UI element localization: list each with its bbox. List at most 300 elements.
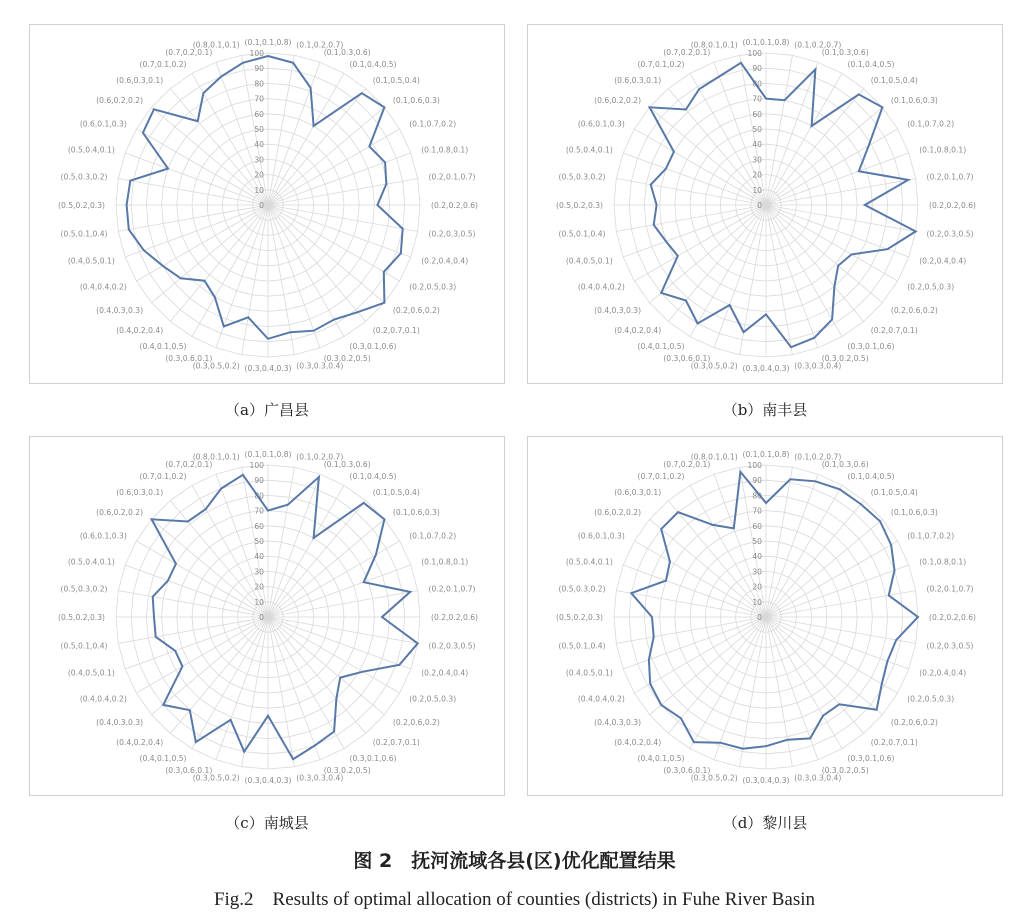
data-point bbox=[834, 286, 836, 288]
category-label: (0.3,0.3,0.4) bbox=[794, 361, 842, 371]
category-label: (0.5,0.2,0.3) bbox=[556, 201, 603, 210]
data-point bbox=[784, 99, 786, 101]
data-point bbox=[648, 659, 650, 661]
data-point bbox=[180, 277, 182, 279]
data-point bbox=[813, 337, 815, 339]
radar-grid bbox=[116, 53, 420, 357]
category-label: (0.5,0.3,0.2) bbox=[60, 172, 108, 182]
data-point bbox=[267, 510, 269, 512]
data-point bbox=[187, 521, 189, 523]
category-label: (0.3,0.5,0.2) bbox=[192, 361, 240, 371]
data-point bbox=[917, 616, 919, 618]
category-label: (0.1,0.5,0.4) bbox=[870, 488, 918, 498]
category-label: (0.2,0.1,0.7) bbox=[926, 584, 974, 594]
data-point bbox=[384, 106, 386, 108]
tick-label: 0 bbox=[259, 201, 264, 210]
category-label: (0.3,0.3,0.4) bbox=[296, 773, 344, 783]
data-point bbox=[314, 745, 316, 747]
category-label: (0.2,0.5,0.3) bbox=[907, 282, 955, 292]
data-point bbox=[384, 162, 386, 164]
tick-label: 90 bbox=[752, 64, 762, 74]
category-label: (0.1,0.7,0.2) bbox=[409, 119, 457, 129]
category-label: (0.5,0.1,0.4) bbox=[558, 229, 606, 239]
data-point bbox=[665, 241, 667, 243]
data-point bbox=[153, 108, 155, 110]
category-label: (0.4,0.3,0.3) bbox=[594, 717, 642, 727]
data-point bbox=[333, 319, 335, 321]
category-label: (0.4,0.1,0.5) bbox=[637, 754, 685, 764]
data-point bbox=[167, 580, 169, 582]
data-point bbox=[385, 183, 387, 185]
data-point bbox=[287, 504, 289, 506]
category-label: (0.2,0.2,0.6) bbox=[929, 613, 976, 622]
data-point bbox=[377, 204, 379, 206]
data-point bbox=[729, 304, 731, 306]
data-point bbox=[174, 650, 176, 652]
category-label: (0.6,0.2,0.2) bbox=[96, 96, 144, 106]
category-label: (0.4,0.4,0.2) bbox=[79, 282, 127, 292]
tick-label: 100 bbox=[747, 461, 762, 470]
category-label: (0.8,0.1,0.1) bbox=[690, 452, 738, 462]
category-label: (0.6,0.3,0.1) bbox=[116, 76, 164, 86]
data-point bbox=[888, 595, 890, 597]
category-label: (0.5,0.1,0.4) bbox=[60, 641, 108, 651]
data-point bbox=[660, 704, 662, 706]
tick-label: 80 bbox=[254, 79, 264, 89]
data-point bbox=[383, 271, 385, 273]
tick-label: 70 bbox=[254, 506, 264, 516]
category-label: (0.1,0.8,0.1) bbox=[421, 557, 469, 567]
radar-chart-b bbox=[528, 25, 1004, 385]
data-point bbox=[649, 683, 651, 685]
tick-label: 50 bbox=[752, 125, 762, 134]
data-point bbox=[698, 88, 700, 90]
category-label: (0.1,0.5,0.4) bbox=[372, 76, 420, 86]
data-point bbox=[656, 204, 658, 206]
category-label: (0.3,0.2,0.5) bbox=[821, 766, 869, 776]
category-label: (0.4,0.4,0.2) bbox=[577, 694, 625, 704]
category-label: (0.1,0.5,0.4) bbox=[372, 488, 420, 498]
category-label: (0.3,0.5,0.2) bbox=[690, 773, 738, 783]
category-label: (0.3,0.1,0.6) bbox=[847, 754, 895, 764]
category-label: (0.3,0.3,0.4) bbox=[794, 773, 842, 783]
data-point bbox=[789, 478, 791, 480]
data-point bbox=[151, 518, 153, 520]
category-label: (0.6,0.1,0.3) bbox=[79, 119, 127, 129]
category-label: (0.7,0.1,0.2) bbox=[139, 471, 187, 481]
category-label: (0.1,0.8,0.1) bbox=[919, 557, 967, 567]
data-point bbox=[665, 168, 667, 170]
category-label: (0.4,0.2,0.4) bbox=[116, 325, 164, 335]
data-point bbox=[402, 228, 404, 230]
category-label: (0.3,0.4,0.3) bbox=[244, 364, 292, 373]
data-point bbox=[384, 302, 386, 304]
caption-c: （c）南城县 bbox=[225, 814, 309, 832]
tick-label: 60 bbox=[254, 521, 264, 531]
data-point bbox=[837, 265, 839, 267]
data-point bbox=[740, 62, 742, 64]
tick-label: 40 bbox=[752, 140, 762, 150]
data-point bbox=[815, 480, 817, 482]
category-label: (0.1,0.8,0.1) bbox=[919, 145, 967, 155]
data-point bbox=[128, 229, 130, 231]
tick-label: 10 bbox=[254, 185, 264, 195]
category-label: (0.8,0.1,0.1) bbox=[690, 40, 738, 50]
category-label: (0.4,0.5,0.1) bbox=[565, 668, 613, 678]
radar-grid bbox=[614, 465, 918, 769]
category-label: (0.7,0.1,0.2) bbox=[637, 59, 685, 69]
category-label: (0.2,0.2,0.6) bbox=[431, 613, 478, 622]
category-label: (0.1,0.4,0.5) bbox=[847, 59, 895, 69]
category-label: (0.2,0.7,0.1) bbox=[870, 325, 918, 335]
category-label: (0.2,0.3,0.5) bbox=[926, 641, 974, 651]
category-label: (0.7,0.2,0.1) bbox=[663, 47, 711, 57]
data-point bbox=[868, 145, 870, 147]
category-label: (0.3,0.6,0.1) bbox=[663, 766, 711, 776]
data-point bbox=[267, 338, 269, 340]
category-label: (0.7,0.2,0.1) bbox=[663, 459, 711, 469]
category-label: (0.5,0.1,0.4) bbox=[60, 229, 108, 239]
tick-label: 40 bbox=[752, 552, 762, 562]
data-point bbox=[851, 254, 853, 256]
data-point bbox=[363, 502, 365, 504]
category-label: (0.1,0.2,0.7) bbox=[296, 40, 344, 50]
category-label: (0.5,0.4,0.1) bbox=[67, 557, 115, 567]
category-label: (0.5,0.3,0.2) bbox=[558, 172, 606, 182]
category-label: (0.1,0.7,0.2) bbox=[409, 531, 457, 541]
data-point bbox=[765, 745, 767, 747]
category-label: (0.1,0.4,0.5) bbox=[847, 471, 895, 481]
category-label: (0.3,0.6,0.1) bbox=[165, 766, 213, 776]
category-label: (0.2,0.4,0.4) bbox=[919, 256, 967, 266]
category-label: (0.6,0.2,0.2) bbox=[96, 508, 144, 518]
data-point bbox=[881, 683, 883, 685]
tick-label: 80 bbox=[752, 79, 762, 89]
data-point bbox=[290, 331, 292, 333]
data-point bbox=[838, 703, 840, 705]
data-point bbox=[129, 180, 131, 182]
data-point bbox=[673, 151, 675, 153]
category-label: (0.4,0.1,0.5) bbox=[139, 754, 187, 764]
tick-label: 70 bbox=[752, 506, 762, 516]
caption-a: （a）广昌县 bbox=[225, 401, 309, 419]
category-label: (0.6,0.2,0.2) bbox=[594, 508, 642, 518]
data-point bbox=[907, 179, 909, 181]
data-point bbox=[680, 717, 682, 719]
data-point bbox=[879, 520, 881, 522]
data-point bbox=[660, 292, 662, 294]
category-label: (0.8,0.1,0.1) bbox=[192, 452, 240, 462]
tick-label: 50 bbox=[752, 537, 762, 546]
category-label: (0.5,0.4,0.1) bbox=[565, 557, 613, 567]
data-point bbox=[362, 671, 364, 673]
data-point bbox=[765, 502, 767, 504]
data-point bbox=[685, 300, 687, 302]
data-point bbox=[223, 326, 225, 328]
category-label: (0.2,0.5,0.3) bbox=[409, 282, 457, 292]
data-point bbox=[858, 170, 860, 172]
data-point bbox=[915, 231, 917, 233]
category-label: (0.1,0.7,0.2) bbox=[907, 531, 955, 541]
tick-label: 40 bbox=[254, 140, 264, 150]
category-label: (0.1,0.3,0.6) bbox=[821, 47, 869, 57]
tick-label: 30 bbox=[254, 155, 264, 165]
category-label: (0.2,0.1,0.7) bbox=[428, 584, 476, 594]
data-point bbox=[267, 55, 269, 57]
data-point bbox=[669, 561, 671, 563]
data-point bbox=[742, 748, 744, 750]
data-point bbox=[685, 109, 687, 111]
category-label: (0.5,0.4,0.1) bbox=[565, 145, 613, 155]
data-point bbox=[895, 639, 897, 641]
category-label: (0.4,0.2,0.4) bbox=[614, 737, 662, 747]
series-line bbox=[127, 56, 403, 339]
data-point bbox=[858, 94, 860, 96]
category-label: (0.4,0.3,0.3) bbox=[96, 717, 144, 727]
data-point bbox=[153, 616, 155, 618]
category-label: (0.1,0.2,0.7) bbox=[794, 452, 842, 462]
category-label: (0.7,0.2,0.1) bbox=[165, 459, 213, 469]
category-label: (0.2,0.6,0.2) bbox=[392, 305, 440, 315]
tick-label: 10 bbox=[752, 597, 762, 607]
data-point bbox=[743, 331, 745, 333]
category-label: (0.3,0.3,0.4) bbox=[296, 361, 344, 371]
data-point bbox=[887, 248, 889, 250]
data-point bbox=[653, 224, 655, 226]
tick-label: 80 bbox=[254, 491, 264, 501]
tick-label: 20 bbox=[752, 582, 762, 592]
category-label: (0.5,0.2,0.3) bbox=[58, 613, 105, 622]
data-point bbox=[267, 715, 269, 717]
category-label: (0.3,0.5,0.2) bbox=[192, 773, 240, 783]
category-label: (0.5,0.4,0.1) bbox=[67, 145, 115, 155]
data-point bbox=[175, 563, 177, 565]
category-label: (0.2,0.3,0.5) bbox=[428, 229, 476, 239]
data-point bbox=[693, 741, 695, 743]
category-label: (0.6,0.1,0.3) bbox=[577, 531, 625, 541]
data-point bbox=[650, 184, 652, 186]
radar-panel-c bbox=[29, 436, 505, 796]
data-point bbox=[310, 87, 312, 89]
tick-label: 10 bbox=[254, 597, 264, 607]
category-label: (0.3,0.4,0.3) bbox=[742, 364, 790, 373]
data-point bbox=[790, 346, 792, 348]
tick-label: 20 bbox=[752, 170, 762, 180]
data-point bbox=[318, 476, 320, 478]
category-label: (0.1,0.6,0.3) bbox=[392, 96, 440, 106]
data-point bbox=[860, 503, 862, 505]
category-label: (0.7,0.1,0.2) bbox=[637, 471, 685, 481]
category-label: (0.3,0.5,0.2) bbox=[690, 361, 738, 371]
category-label: (0.1,0.6,0.3) bbox=[890, 96, 938, 106]
tick-label: 0 bbox=[757, 201, 762, 210]
data-point bbox=[399, 664, 401, 666]
category-label: (0.2,0.4,0.4) bbox=[421, 256, 469, 266]
tick-label: 10 bbox=[752, 185, 762, 195]
data-point bbox=[887, 660, 889, 662]
radar-panel-b bbox=[527, 24, 1003, 384]
data-point bbox=[697, 323, 699, 325]
tick-label: 50 bbox=[254, 125, 264, 134]
category-label: (0.4,0.3,0.3) bbox=[594, 305, 642, 315]
category-label: (0.1,0.2,0.7) bbox=[296, 452, 344, 462]
tick-label: 70 bbox=[752, 94, 762, 104]
data-point bbox=[649, 106, 651, 108]
category-label: (0.5,0.2,0.3) bbox=[58, 201, 105, 210]
category-label: (0.6,0.3,0.1) bbox=[116, 488, 164, 498]
data-point bbox=[876, 709, 878, 711]
data-point bbox=[242, 474, 244, 476]
tick-label: 0 bbox=[259, 613, 264, 622]
category-label: (0.6,0.2,0.2) bbox=[594, 96, 642, 106]
data-point bbox=[787, 739, 789, 741]
category-label: (0.6,0.1,0.3) bbox=[79, 531, 127, 541]
category-label: (0.7,0.2,0.1) bbox=[165, 47, 213, 57]
category-label: (0.2,0.4,0.4) bbox=[919, 668, 967, 678]
tick-label: 60 bbox=[254, 109, 264, 119]
radar-chart-c bbox=[30, 437, 506, 797]
category-label: (0.2,0.2,0.6) bbox=[431, 201, 478, 210]
data-point bbox=[203, 92, 205, 94]
category-label: (0.2,0.3,0.5) bbox=[428, 641, 476, 651]
data-point bbox=[894, 569, 896, 571]
data-point bbox=[400, 252, 402, 254]
tick-label: 90 bbox=[254, 64, 264, 74]
category-label: (0.3,0.4,0.3) bbox=[244, 776, 292, 785]
caption-b: （b）南丰县 bbox=[722, 401, 808, 419]
data-point bbox=[155, 636, 157, 638]
data-point bbox=[357, 311, 359, 313]
tick-label: 100 bbox=[747, 49, 762, 58]
data-point bbox=[363, 581, 365, 583]
tick-label: 100 bbox=[249, 49, 264, 58]
category-label: (0.2,0.4,0.4) bbox=[421, 668, 469, 678]
category-label: (0.4,0.5,0.1) bbox=[67, 668, 115, 678]
category-label: (0.3,0.6,0.1) bbox=[165, 354, 213, 364]
category-label: (0.2,0.5,0.3) bbox=[409, 694, 457, 704]
data-point bbox=[204, 280, 206, 282]
data-point bbox=[361, 92, 363, 94]
data-point bbox=[809, 738, 811, 740]
category-label: (0.6,0.3,0.1) bbox=[614, 488, 662, 498]
data-point bbox=[765, 98, 767, 100]
category-label: (0.2,0.6,0.2) bbox=[890, 717, 938, 727]
data-point bbox=[197, 120, 199, 122]
data-point bbox=[839, 488, 841, 490]
data-point bbox=[205, 508, 207, 510]
category-label: (0.1,0.6,0.3) bbox=[392, 508, 440, 518]
data-point bbox=[381, 616, 383, 618]
category-label: (0.3,0.2,0.5) bbox=[821, 354, 869, 364]
tick-label: 60 bbox=[752, 521, 762, 531]
category-label: (0.5,0.1,0.4) bbox=[558, 641, 606, 651]
tick-label: 30 bbox=[752, 155, 762, 165]
data-point bbox=[882, 106, 884, 108]
category-label: (0.1,0.1,0.8) bbox=[742, 450, 790, 459]
category-label: (0.1,0.1,0.8) bbox=[244, 38, 292, 47]
data-point bbox=[369, 146, 371, 148]
tick-label: 30 bbox=[254, 567, 264, 577]
category-label: (0.1,0.8,0.1) bbox=[421, 145, 469, 155]
data-point bbox=[182, 666, 184, 668]
category-label: (0.3,0.2,0.5) bbox=[323, 766, 371, 776]
category-label: (0.3,0.6,0.1) bbox=[663, 354, 711, 364]
category-label: (0.4,0.5,0.1) bbox=[565, 256, 613, 266]
figure-title-en: Fig.2 Results of optimal allocation of counties (districts) in Fuhe River Basin bbox=[213, 889, 816, 910]
data-point bbox=[247, 316, 249, 318]
category-label: (0.2,0.3,0.5) bbox=[926, 229, 974, 239]
data-point bbox=[765, 314, 767, 316]
tick-label: 70 bbox=[254, 94, 264, 104]
category-label: (0.4,0.4,0.2) bbox=[577, 282, 625, 292]
category-label: (0.1,0.2,0.7) bbox=[794, 40, 842, 50]
data-point bbox=[384, 518, 386, 520]
data-point bbox=[292, 758, 294, 760]
category-label: (0.4,0.1,0.5) bbox=[139, 342, 187, 352]
data-point bbox=[292, 62, 294, 64]
data-point bbox=[126, 204, 128, 206]
data-point bbox=[719, 742, 721, 744]
data-point bbox=[243, 751, 245, 753]
radar-chart-d bbox=[528, 437, 1004, 797]
category-label: (0.1,0.5,0.4) bbox=[870, 76, 918, 86]
tick-label: 30 bbox=[752, 567, 762, 577]
data-point bbox=[677, 255, 679, 257]
category-label: (0.6,0.1,0.3) bbox=[577, 119, 625, 129]
data-point bbox=[230, 719, 232, 721]
caption-d: （d）黎川县 bbox=[722, 814, 808, 832]
category-label: (0.1,0.3,0.6) bbox=[323, 47, 371, 57]
data-point bbox=[313, 330, 315, 332]
data-point bbox=[811, 125, 813, 127]
tick-label: 80 bbox=[752, 491, 762, 501]
data-point bbox=[409, 591, 411, 593]
data-point bbox=[630, 592, 632, 594]
data-point bbox=[733, 528, 735, 530]
data-point bbox=[660, 528, 662, 530]
data-point bbox=[313, 537, 315, 539]
data-point bbox=[653, 636, 655, 638]
data-point bbox=[339, 677, 341, 679]
data-point bbox=[242, 62, 244, 64]
category-label: (0.3,0.1,0.6) bbox=[349, 342, 397, 352]
category-label: (0.4,0.2,0.4) bbox=[116, 737, 164, 747]
data-point bbox=[815, 68, 817, 70]
data-point bbox=[864, 204, 866, 206]
data-point bbox=[740, 471, 742, 473]
category-label: (0.6,0.3,0.1) bbox=[614, 76, 662, 86]
radar-chart-a bbox=[30, 25, 506, 385]
category-label: (0.5,0.2,0.3) bbox=[556, 613, 603, 622]
data-point bbox=[651, 616, 653, 618]
data-point bbox=[142, 132, 144, 134]
tick-label: 40 bbox=[254, 552, 264, 562]
category-label: (0.1,0.3,0.6) bbox=[821, 459, 869, 469]
data-point bbox=[167, 168, 169, 170]
tick-label: 0 bbox=[757, 613, 762, 622]
category-label: (0.2,0.1,0.7) bbox=[428, 172, 476, 182]
data-point bbox=[152, 596, 154, 598]
data-point bbox=[195, 741, 197, 743]
data-point bbox=[313, 125, 315, 127]
category-label: (0.3,0.1,0.6) bbox=[847, 342, 895, 352]
data-point bbox=[831, 319, 833, 321]
category-label: (0.3,0.1,0.6) bbox=[349, 754, 397, 764]
tick-label: 90 bbox=[752, 476, 762, 486]
tick-label: 20 bbox=[254, 170, 264, 180]
category-label: (0.2,0.5,0.3) bbox=[907, 694, 955, 704]
radar-panel-d bbox=[527, 436, 1003, 796]
